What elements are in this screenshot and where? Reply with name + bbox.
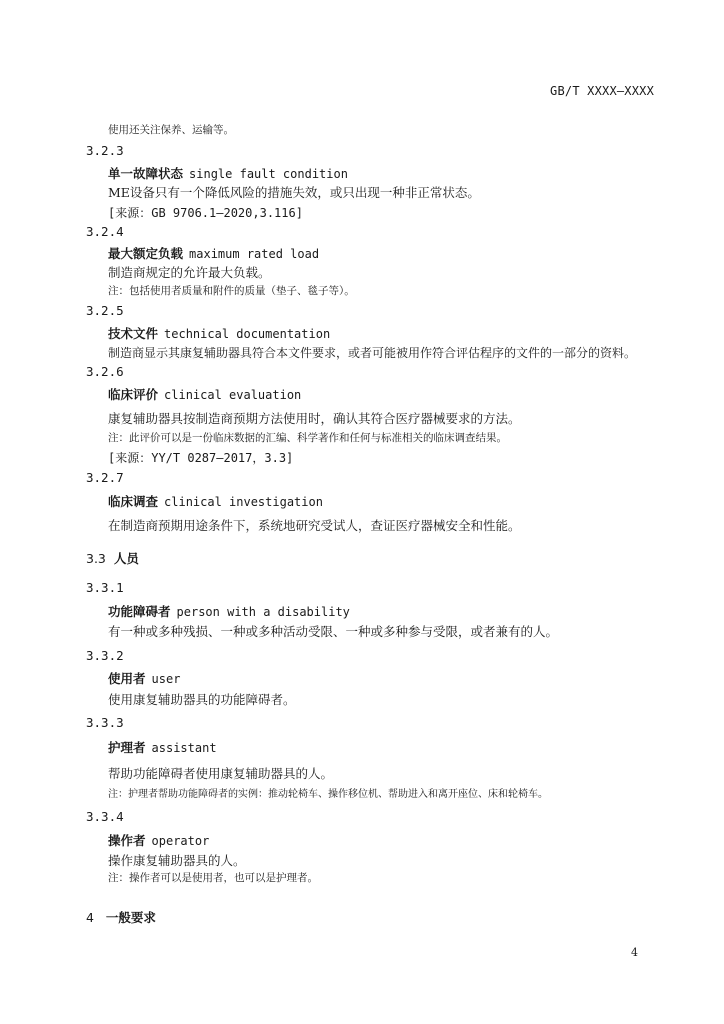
term-definition: 操作康复辅助器具的人。 — [108, 853, 246, 868]
entry-number: 3.3.3 — [86, 715, 124, 730]
section-number: 4 — [86, 910, 94, 925]
section-number: 3.3 — [86, 551, 106, 566]
term-definition: 制造商显示其康复辅助器具符合本文件要求，或者可能被用作符合评估程序的文件的一部分的资料。 — [108, 346, 637, 360]
term-en: assistant — [151, 741, 217, 755]
term-en: clinical investigation — [164, 495, 323, 509]
term-note: 注：包括使用者质量和附件的质量（垫子、毯子等）。 — [108, 285, 355, 297]
term-en: user — [151, 672, 181, 686]
term-definition: 使用康复辅助器具的功能障碍者。 — [108, 692, 296, 707]
term-heading — [108, 324, 330, 342]
term-heading — [108, 385, 301, 403]
term-heading — [108, 738, 217, 756]
term-definition: 制造商规定的允许最大负载。 — [108, 265, 271, 280]
continuation-text: 使用还关注保养、运输等。 — [108, 124, 234, 136]
term-definition: ME设备只有一个降低风险的措施失效，或只出现一种非正常状态。 — [108, 185, 480, 200]
term-zh: 单一故障状态 — [108, 166, 184, 181]
section-heading — [86, 549, 139, 567]
term-heading — [108, 164, 348, 182]
entry-number: 3.3.1 — [86, 580, 124, 595]
term-definition: 康复辅助器具按制造商预期方法使用时，确认其符合医疗器械要求的方法。 — [108, 411, 521, 426]
term-source: [来源：YY/T 0287—2017，3.3] — [108, 451, 294, 465]
section-title: 人员 — [113, 551, 139, 566]
term-note: 注：此评价可以是一份临床数据的汇编、科学著作和任何与标准相关的临床调查结果。 — [108, 432, 507, 444]
entry-number: 3.3.4 — [86, 809, 124, 824]
page-number: 4 — [631, 946, 638, 959]
entry-number: 3.2.6 — [86, 364, 124, 379]
term-heading — [108, 669, 180, 687]
term-en: person with a disability — [176, 605, 350, 619]
term-definition: 在制造商预期用途条件下，系统地研究受试人，查证医疗器械安全和性能。 — [108, 518, 521, 533]
document-header-id: GB/T XXXX—XXXX — [550, 84, 654, 98]
term-definition: 有一种或多种残损、一种或多种活动受限、一种或多种参与受限，或者兼有的人。 — [108, 624, 559, 639]
term-definition: 帮助功能障碍者使用康复辅助器具的人。 — [108, 766, 334, 781]
entry-number: 3.2.5 — [86, 303, 124, 318]
term-note: 注：操作者可以是使用者，也可以是护理者。 — [108, 872, 318, 884]
term-heading — [108, 602, 350, 620]
term-note: 注：护理者帮助功能障碍者的实例：推动轮椅车、操作移位机、帮助进入和离开座位、床和轮椅车。 — [108, 789, 548, 800]
term-zh: 技术文件 — [108, 326, 159, 341]
section-title: 一般要求 — [105, 910, 156, 925]
entry-number: 3.2.3 — [86, 143, 124, 158]
term-zh: 最大额定负载 — [108, 246, 184, 261]
term-zh: 使用者 — [108, 671, 146, 686]
term-source: [来源：GB 9706.1—2020,3.116] — [108, 206, 303, 220]
term-en: technical documentation — [164, 327, 331, 341]
term-heading — [108, 831, 209, 849]
term-zh: 临床调查 — [108, 494, 159, 509]
entry-number: 3.3.2 — [86, 648, 124, 663]
entry-number: 3.2.7 — [86, 470, 124, 485]
entry-number: 3.2.4 — [86, 224, 124, 239]
term-en: maximum rated load — [189, 247, 320, 261]
section-heading — [86, 908, 156, 926]
term-zh: 功能障碍者 — [108, 604, 171, 619]
term-en: clinical evaluation — [164, 388, 302, 402]
term-zh: 临床评价 — [108, 387, 159, 402]
term-zh: 操作者 — [108, 833, 146, 848]
term-heading — [108, 492, 323, 510]
term-zh: 护理者 — [108, 740, 146, 755]
term-heading — [108, 244, 319, 262]
term-en: operator — [151, 834, 210, 848]
term-en: single fault condition — [189, 167, 348, 181]
